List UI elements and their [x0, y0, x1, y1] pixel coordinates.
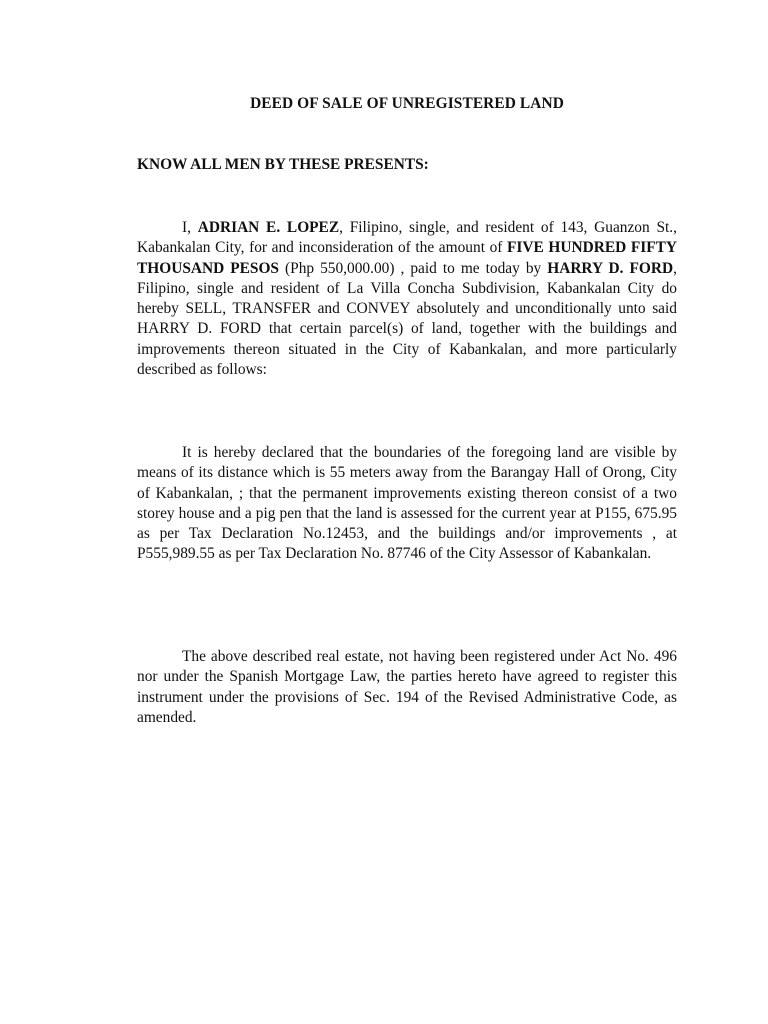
paragraph-text: I, [182, 219, 198, 236]
document-heading: KNOW ALL MEN BY THESE PRESENTS: [137, 156, 429, 173]
paragraph-registration: The above described real estate, not having been registered under Act No. 496 nor under the Spanish Mortgage Law, the parties hereto have agreed to register this instrument under the provisions of Sec. 194 of the Revised Administrative Code, as amended. [137, 648, 677, 726]
document-title: DEED OF SALE OF UNREGISTERED LAND [250, 95, 564, 112]
paragraph-text: (Php 550,000.00) , paid to me today by [279, 259, 548, 277]
paragraph-text: , Filipino, single and resident of La Villa Concha Subdivision, Kabankalan City do hereby SELL, TRANSFER and CONVEY absolutely and unconditionally unto said HARRY D. FORD that certain parcel(s) of land, together with the buildings and improvements thereon situated in the City of Kabankalan, and more particularly described as follows: [137, 259, 677, 379]
seller-name: ADRIAN E. LOPEZ [197, 219, 340, 236]
buyer-name: HARRY D. FORD [547, 259, 674, 277]
paragraph-text: , Filipino, single, and resident of 143, Guanzon St., Kabankalan City, for and inconsideration of the amount of [137, 219, 677, 257]
paragraph-boundaries: It is hereby declared that the boundaries of the foregoing land are visible by means of its distance which is 55 meters away from the Barangay Hall of Orong, City of Kabankalan, ; that the permanent improvements existing thereon consist of a two storey house and a pig pen that the land is assessed for the current year at P155, 675.95 as per Tax Declaration No.12453, and the buildings and/or improvements , at P555,989.55 as per Tax Declaration No. 87746 of the City Assessor of Kabankalan. [137, 444, 677, 563]
amount-in-words: FIVE HUNDRED FIFTY THOUSAND PESOS [137, 239, 677, 277]
paragraph-sale-terms [137, 218, 677, 380]
